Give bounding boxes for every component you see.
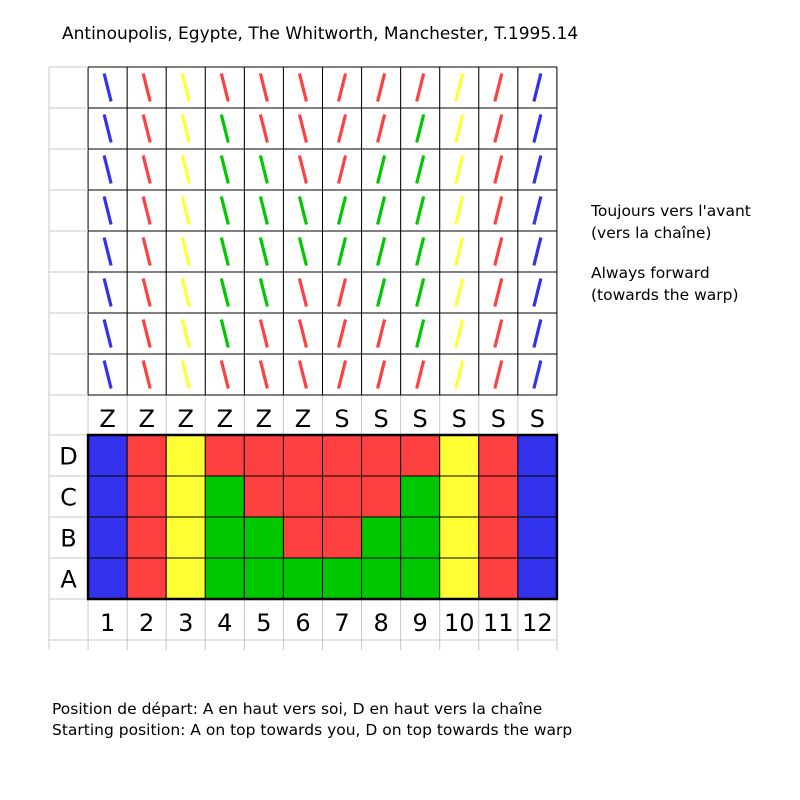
pattern-stroke	[495, 238, 502, 266]
hole-label: A	[60, 565, 77, 594]
hole-cell	[166, 558, 205, 599]
hole-cell	[244, 558, 283, 599]
pattern-stroke	[260, 156, 267, 184]
pattern-stroke	[534, 238, 541, 266]
pattern-stroke	[143, 115, 150, 143]
threading-label: S	[451, 405, 467, 433]
pattern-stroke	[299, 156, 306, 184]
pattern-stroke	[182, 115, 189, 143]
hole-cell	[127, 476, 166, 517]
pattern-stroke	[182, 361, 189, 389]
hole-cell	[283, 558, 322, 599]
hole-cell	[88, 517, 127, 558]
hole-color-cells	[88, 435, 557, 599]
threading-label: S	[373, 405, 389, 433]
pattern-stroke	[495, 74, 502, 102]
pattern-stroke	[104, 279, 111, 307]
pattern-stroke	[260, 361, 267, 389]
hole-cell	[362, 476, 401, 517]
hole-cell	[440, 435, 479, 476]
pattern-stroke	[456, 74, 463, 102]
hole-cell	[88, 558, 127, 599]
pattern-stroke	[417, 361, 424, 389]
column-number: 12	[522, 609, 553, 637]
turning-note-en-line2: (towards the warp)	[591, 286, 739, 304]
pattern-stroke	[417, 156, 424, 184]
hole-cell	[479, 435, 518, 476]
diagram-title: Antinoupolis, Egypte, The Whitworth, Manchester, T.1995.14	[62, 24, 579, 44]
hole-cell	[440, 517, 479, 558]
pattern-stroke	[299, 115, 306, 143]
pattern-stroke	[495, 320, 502, 348]
pattern-stroke	[104, 156, 111, 184]
pattern-stroke	[260, 238, 267, 266]
pattern-stroke	[378, 115, 385, 143]
pattern-stroke	[260, 197, 267, 225]
pattern-stroke	[143, 238, 150, 266]
pattern-stroke	[299, 74, 306, 102]
hole-cell	[205, 558, 244, 599]
pattern-stroke	[221, 74, 228, 102]
pattern-stroke	[417, 197, 424, 225]
hole-cell	[479, 517, 518, 558]
pattern-stroke	[299, 279, 306, 307]
turning-note-fr-line2: (vers la chaîne)	[591, 224, 712, 242]
pattern-stroke	[417, 320, 424, 348]
column-number: 2	[139, 609, 155, 637]
turning-note-fr-line1: Toujours vers l'avant	[591, 202, 751, 220]
column-number: 8	[373, 609, 389, 637]
hole-cell	[127, 558, 166, 599]
pattern-stroke	[378, 320, 385, 348]
pattern-stroke	[534, 74, 541, 102]
column-number: 5	[256, 609, 272, 637]
pattern-stroke	[104, 115, 111, 143]
hole-cell	[166, 435, 205, 476]
pattern-stroke	[417, 115, 424, 143]
pattern-stroke	[221, 238, 228, 266]
hole-cell	[205, 435, 244, 476]
pattern-stroke	[378, 238, 385, 266]
hole-label: C	[60, 483, 77, 512]
hole-cell	[205, 517, 244, 558]
pattern-stroke	[143, 361, 150, 389]
pattern-stroke	[339, 197, 346, 225]
hole-cell	[440, 476, 479, 517]
pattern-stroke	[221, 361, 228, 389]
hole-cell	[205, 476, 244, 517]
column-number: 9	[412, 609, 428, 637]
hole-cell	[127, 517, 166, 558]
pattern-stroke	[260, 279, 267, 307]
pattern-stroke	[260, 115, 267, 143]
pattern-stroke	[378, 156, 385, 184]
pattern-stroke	[534, 320, 541, 348]
hole-cell	[362, 517, 401, 558]
starting-position-en: Starting position: A on top towards you, D on top towards the warp	[52, 721, 573, 739]
pattern-stroke	[456, 197, 463, 225]
pattern-stroke	[456, 238, 463, 266]
column-number: 6	[295, 609, 311, 637]
pattern-stroke	[104, 197, 111, 225]
hole-cell	[283, 435, 322, 476]
hole-cell	[322, 476, 361, 517]
column-number: 10	[443, 609, 475, 637]
pattern-stroke	[182, 156, 189, 184]
pattern-stroke	[339, 238, 346, 266]
pattern-stroke	[456, 115, 463, 143]
pattern-stroke	[104, 74, 111, 102]
hole-cell	[401, 558, 440, 599]
pattern-stroke	[104, 320, 111, 348]
pattern-stroke	[534, 156, 541, 184]
hole-cell	[88, 476, 127, 517]
hole-labels	[59, 443, 77, 594]
pattern-stroke	[143, 197, 150, 225]
hole-cell	[283, 517, 322, 558]
pattern-stroke	[182, 238, 189, 266]
pattern-stroke	[299, 361, 306, 389]
pattern-stroke	[182, 320, 189, 348]
pattern-stroke	[299, 197, 306, 225]
pattern-stroke	[378, 74, 385, 102]
hole-cell	[479, 558, 518, 599]
pattern-stroke	[495, 279, 502, 307]
pattern-stroke	[182, 74, 189, 102]
turning-note-en-line1: Always forward	[591, 264, 710, 282]
pattern-stroke	[495, 115, 502, 143]
pattern-stroke	[495, 197, 502, 225]
threading-label: Z	[255, 405, 273, 433]
hole-cell	[244, 476, 283, 517]
hole-cell	[479, 476, 518, 517]
pattern-stroke	[339, 279, 346, 307]
pattern-stroke	[339, 74, 346, 102]
pattern-stroke	[534, 361, 541, 389]
hole-cell	[401, 476, 440, 517]
hole-cell	[362, 558, 401, 599]
pattern-stroke	[143, 279, 150, 307]
hole-cell	[244, 517, 283, 558]
hole-cell	[518, 517, 557, 558]
pattern-stroke	[534, 279, 541, 307]
hole-cell	[362, 435, 401, 476]
column-numbers	[100, 609, 553, 637]
threading-label: S	[490, 405, 506, 433]
pattern-stroke	[378, 197, 385, 225]
pattern-stroke	[182, 279, 189, 307]
pattern-stroke	[221, 279, 228, 307]
hole-cell	[401, 435, 440, 476]
pattern-stroke	[534, 197, 541, 225]
hole-cell	[88, 435, 127, 476]
pattern-stroke	[378, 279, 385, 307]
hole-cell	[166, 476, 205, 517]
hole-label: D	[59, 442, 78, 471]
pattern-stroke	[221, 156, 228, 184]
pattern-stroke	[417, 238, 424, 266]
hole-label: B	[60, 524, 77, 553]
pattern-stroke	[417, 279, 424, 307]
hole-cell	[322, 517, 361, 558]
column-number: 4	[217, 609, 233, 637]
pattern-stroke	[221, 320, 228, 348]
pattern-stroke	[104, 361, 111, 389]
threading-label: Z	[99, 405, 116, 433]
threading-label: Z	[177, 405, 194, 433]
column-number: 1	[99, 609, 116, 637]
pattern-stroke	[339, 156, 346, 184]
column-number: 11	[483, 609, 514, 637]
pattern-stroke	[143, 320, 150, 348]
pattern-stroke	[495, 361, 502, 389]
pattern-stroke	[534, 115, 541, 143]
threading-label: S	[529, 405, 545, 433]
hole-cell	[401, 517, 440, 558]
pattern-stroke	[260, 320, 267, 348]
starting-position-fr: Position de départ: A en haut vers soi, D en haut vers la chaîne	[52, 700, 543, 718]
hole-cell	[283, 476, 322, 517]
pattern-stroke	[299, 320, 306, 348]
hole-cell	[518, 435, 557, 476]
hole-cell	[518, 558, 557, 599]
pattern-stroke	[339, 320, 346, 348]
pattern-stroke	[417, 74, 424, 102]
threading-label: Z	[216, 405, 234, 433]
pattern-stroke	[378, 361, 385, 389]
pattern-stroke	[495, 156, 502, 184]
pattern-stroke	[456, 320, 463, 348]
pattern-stroke	[182, 197, 189, 225]
hole-cell	[127, 435, 166, 476]
hole-cell	[440, 558, 479, 599]
pattern-stroke	[299, 238, 306, 266]
pattern-stroke	[143, 74, 150, 102]
threading-label: S	[334, 405, 350, 433]
pattern-stroke	[456, 156, 463, 184]
threading-label: Z	[294, 405, 312, 433]
hole-cell	[244, 435, 283, 476]
column-number: 3	[178, 609, 194, 637]
pattern-stroke	[221, 115, 228, 143]
pattern-stroke	[339, 361, 346, 389]
hole-cell	[518, 476, 557, 517]
pattern-stroke	[260, 74, 267, 102]
column-number: 7	[334, 609, 350, 637]
pattern-stroke	[456, 361, 463, 389]
pattern-stroke	[339, 115, 346, 143]
pattern-stroke	[104, 238, 111, 266]
hole-cell	[166, 517, 205, 558]
hole-cell	[322, 435, 361, 476]
threading-label: Z	[138, 405, 155, 433]
threading-label: S	[412, 405, 428, 433]
pattern-stroke	[456, 279, 463, 307]
pattern-stroke	[221, 197, 228, 225]
pattern-stroke	[143, 156, 150, 184]
hole-cell	[322, 558, 361, 599]
